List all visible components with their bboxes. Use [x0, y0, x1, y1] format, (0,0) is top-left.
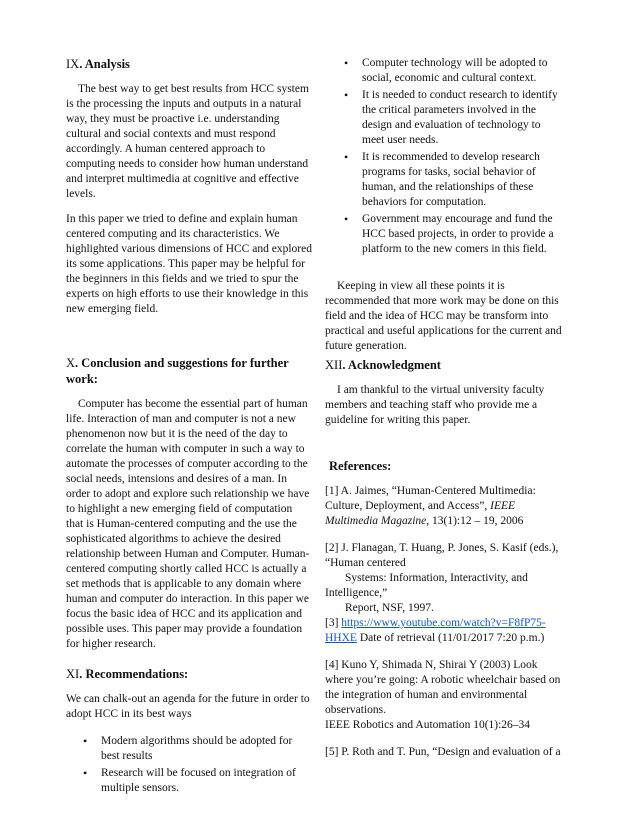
list-item: • It is needed to conduct research to identify the critical parameters involved in the design and evaluation of technology to meet user needs.: [362, 88, 565, 148]
section-9-numeral: IX: [66, 57, 80, 71]
left-column: [66, 56, 312, 317]
section-12-heading: [325, 357, 565, 373]
section-12-title: . Acknowledgment: [342, 358, 441, 372]
right-column-lower: [325, 357, 565, 760]
conclusion-paragraph: Computer has become the essential part of human life. Interaction of man and computer is not a new phenomenon now but it is the need of the day to correlate the human with computer in such a way to automate the processes of computer according to the social needs, intensions and desires of a man. In order to adopt and explore such relationship we have to highlight a new emerging field of computation that is Human-centered computing and the use the sophisticated algorithms to achieve the desired relationship between Human and Computer. Human-centered computing shortly called HCC is actually a set methods that is applicable to any domain where human and computer do interaction. In this paper we focus the basic idea of HCC and its application and possible uses. This paper may provide a foundation for higher research.: [66, 398, 310, 650]
reference-1-details: , 13(1):12 – 19, 2006: [426, 515, 524, 527]
list-item: • Modern algorithms should be adopted for best results: [101, 734, 312, 764]
section-10-heading: [66, 355, 312, 387]
section-11-heading: [66, 666, 312, 682]
recommendations-list-left: [66, 734, 312, 796]
reference-3-retrieval: Date of retrieval (11/01/2017 7:20 p.m.): [356, 632, 545, 644]
section-9-heading: [66, 56, 312, 72]
reference-1: [325, 484, 565, 529]
list-item: • Research will be focused on integration of multiple sensors.: [101, 766, 312, 796]
section-10-title: . Conclusion and suggestions for further work:: [66, 356, 289, 386]
reference-1-venue: IEEE Multimedia Magazine: [325, 500, 516, 527]
recommendations-intro: We can chalk-out an agenda for the future in order to adopt HCC in its best ways: [66, 693, 310, 720]
reference-5: [5] P. Roth and T. Pun, “Design and evaluation of a: [325, 746, 561, 758]
reference-2-title: Systems: Information, Interactivity, and Intelligence,”: [325, 572, 528, 599]
list-item: • Computer technology will be adopted to social, economic and cultural context.: [362, 56, 565, 86]
references-heading: References:: [329, 459, 392, 473]
section-9-title: . Analysis: [79, 57, 130, 71]
list-item: • Government may encourage and fund the HCC based projects, in order to provide a platform to the new comers in this field.: [362, 212, 565, 257]
recommendations-list-right: [325, 56, 565, 257]
closing-paragraph: Keeping in view all these points it is recommended that more work may be done on this field and the idea of HCC may be transform into practical and useful applications for the current and future generation.: [325, 280, 562, 352]
reference-2-authors: [2] J. Flanagan, T. Huang, P. Jones, S. Kasif (eds.), “Human centered: [325, 542, 559, 569]
section-12-numeral: XII: [325, 358, 343, 372]
acknowledgment-paragraph: I am thankful to the virtual university faculty members and teaching staff who provide me a guideline for writing this paper.: [325, 384, 545, 426]
reference-4: [325, 658, 565, 733]
analysis-paragraph-1: The best way to get best results from HCC system is the processing the inputs and outputs in a natural way, they must be proactive i.e. understanding cultural and social contexts and must respond accordingly. A human centered approach to computing needs to consider how human understand and interpret multimedia at cognitive and effective levels.: [66, 83, 309, 200]
section-11-title: . Recommendations:: [79, 667, 189, 681]
reference-2: [325, 541, 565, 616]
reference-2-report: Report, NSF, 1997.: [345, 602, 434, 614]
reference-1-authors: [1] A. Jaimes, “Human-Centered Multimedia: Culture, Deployment, and Access”,: [325, 485, 536, 512]
reference-4-authors: [4] Kuno Y, Shimada N, Shirai Y (2003) Look where you’re going: A robotic wheelchair based on the integration of human and environmental observations.: [325, 659, 561, 716]
section-11-numeral: XI: [66, 667, 80, 681]
analysis-paragraph-2: In this paper we tried to define and explain human centered computing and its characteristics. We highlighted various dimensions of HCC and explored its some applications. This paper may be helpful for the beginners in this fields and we tried to spur the experts on high efforts to use their knowledge in this new emerging field.: [66, 213, 312, 315]
left-column-lower: [66, 355, 312, 798]
section-10-numeral: X: [66, 356, 76, 370]
right-column: [325, 56, 565, 354]
reference-3-number: [3]: [325, 617, 342, 629]
reference-3-link[interactable]: https://www.youtube.com/watch?v=F8fP75-HHXE: [325, 617, 546, 644]
reference-4-venue: IEEE Robotics and Automation 10(1):26–34: [325, 719, 531, 731]
list-item: • It is recommended to develop research programs for tasks, social behavior of human, and the relationships of these behaviors for computation.: [362, 150, 565, 210]
reference-3: [325, 616, 565, 646]
